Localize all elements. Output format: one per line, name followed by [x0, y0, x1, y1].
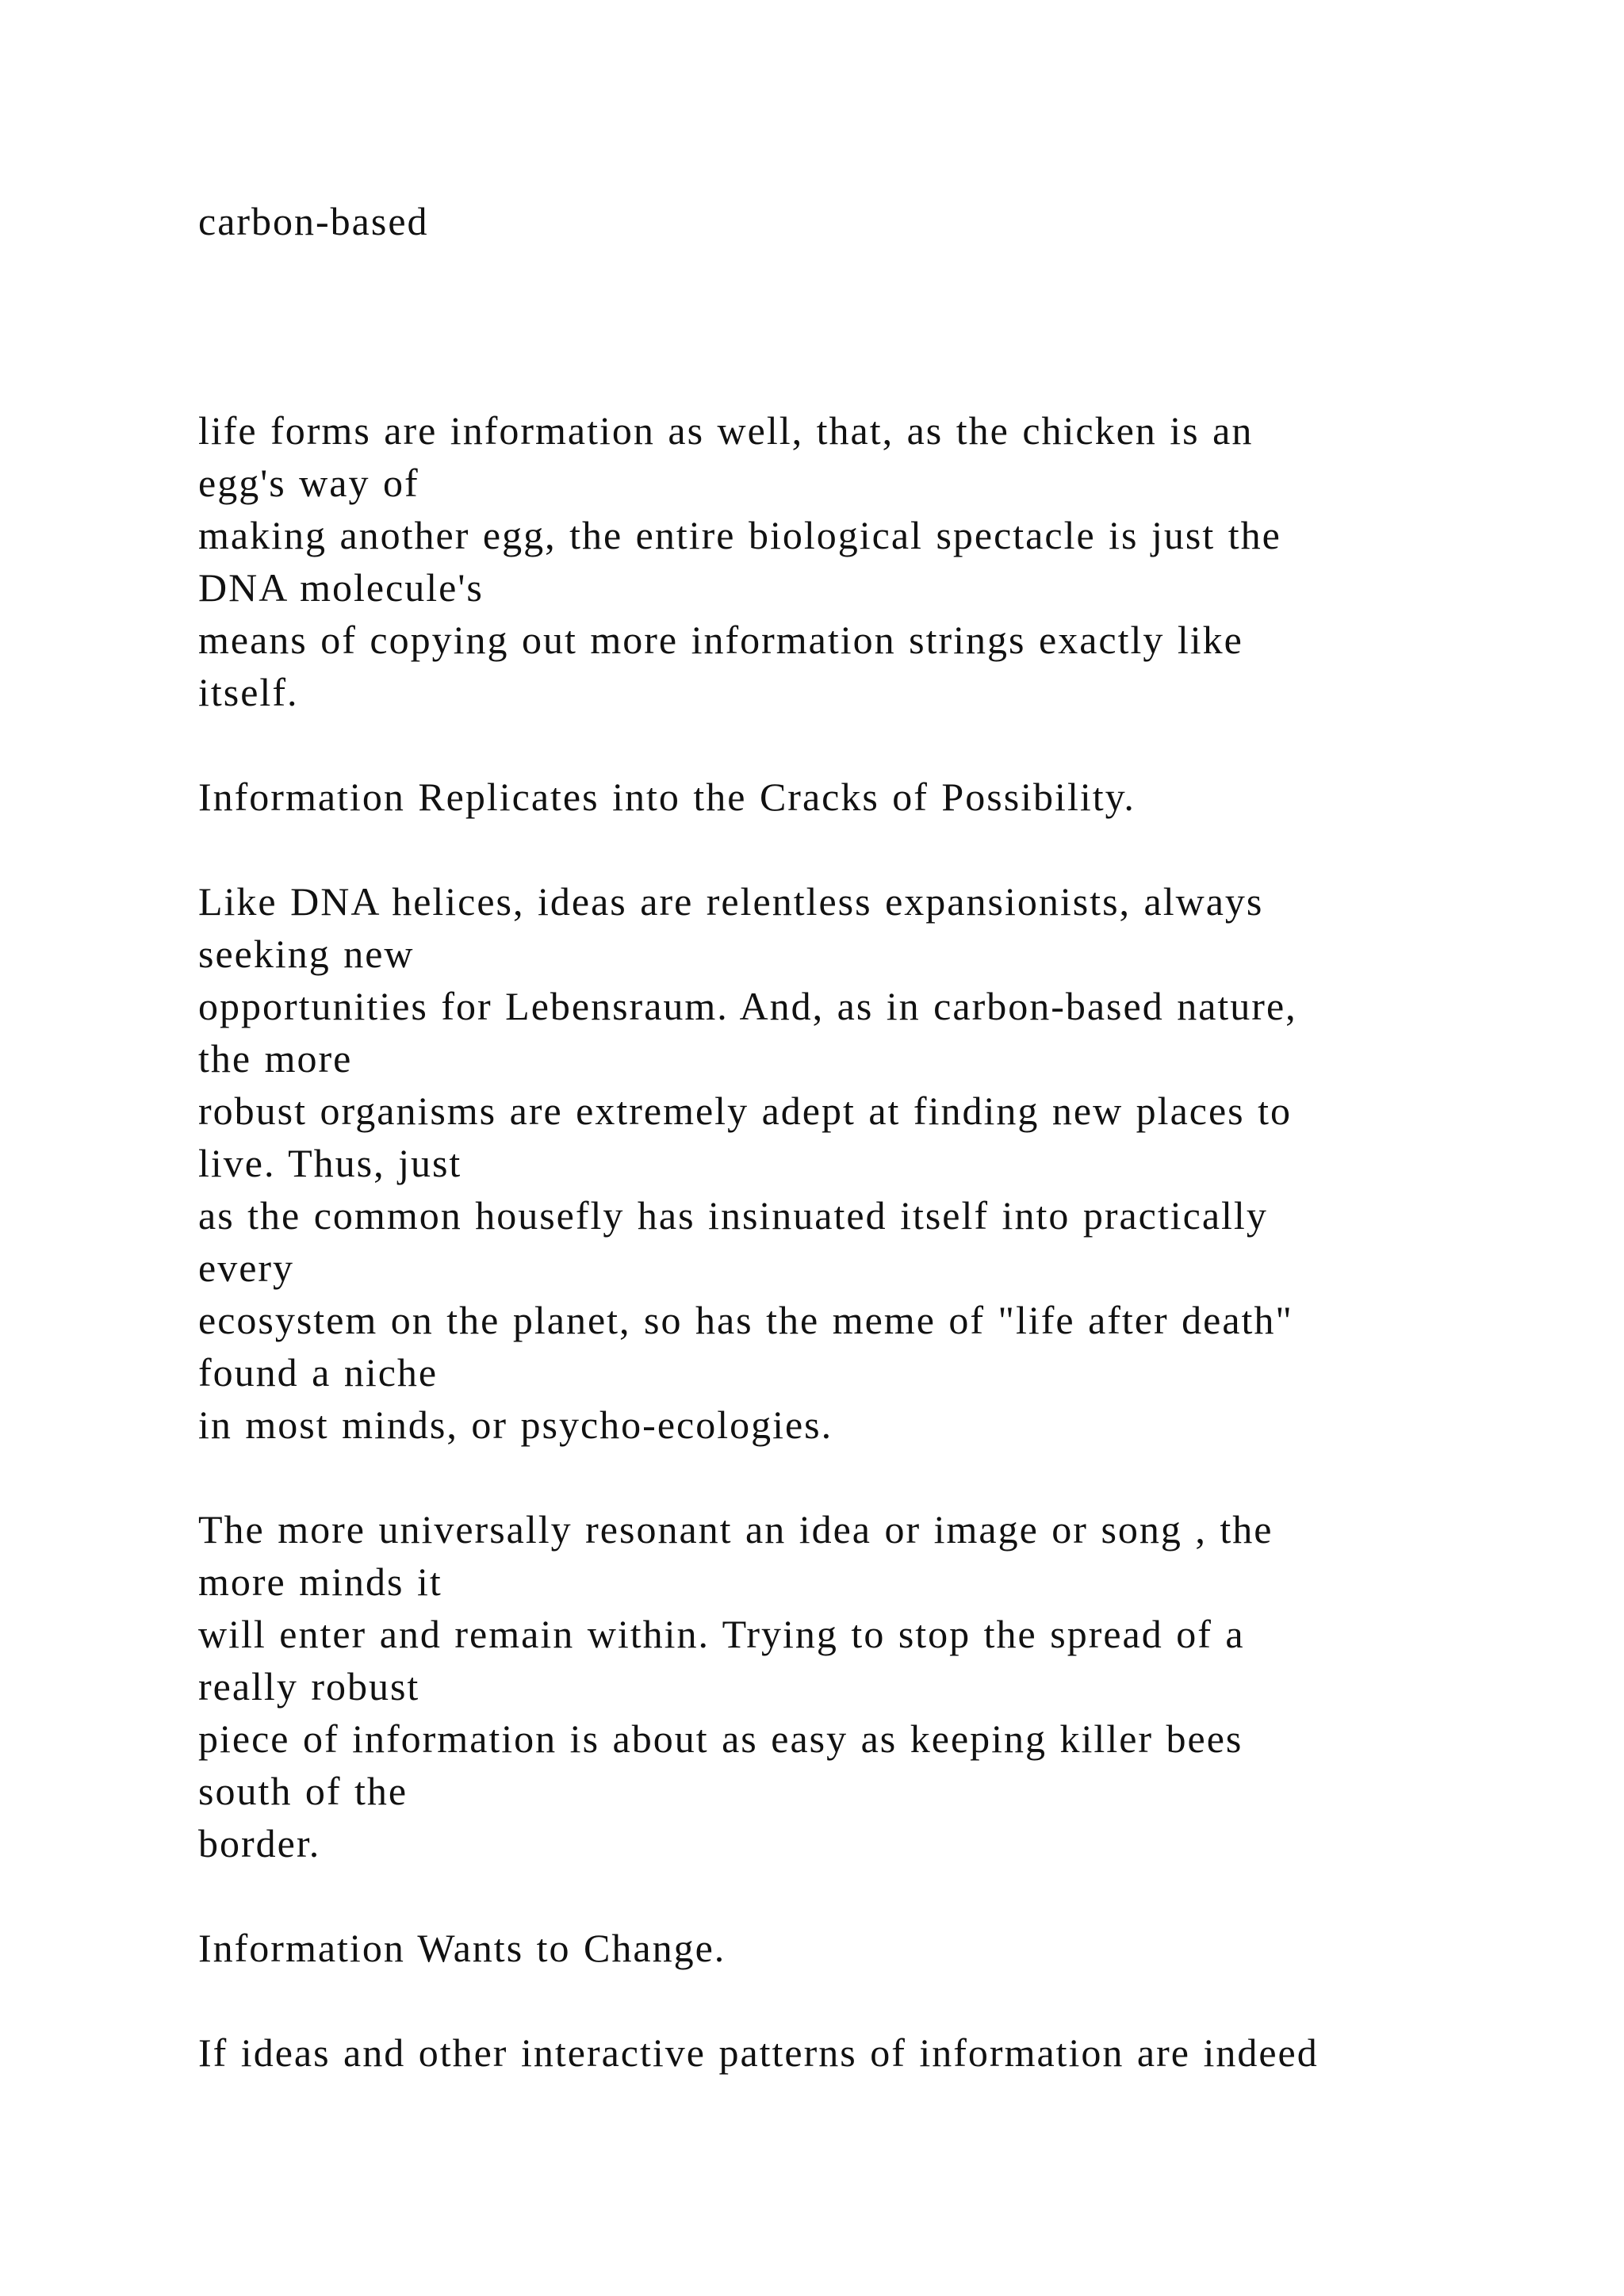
text-line: really robust	[198, 1664, 420, 1709]
text-line	[198, 1974, 1546, 2026]
section-heading: Information Replicates into the Cracks of Possibility.	[198, 775, 1136, 819]
text-line: Like DNA helices, ideas are relentless expansionists, always	[198, 879, 1264, 924]
text-line	[198, 247, 1546, 300]
text-line: itself.	[198, 670, 299, 714]
text-line: ecosystem on the planet, so has the meme of "life after death"	[198, 1298, 1293, 1342]
text-line: The more universally resonant an idea or image or song , the	[198, 1507, 1274, 1552]
text-line	[198, 718, 1546, 771]
text-line: DNA molecule's	[198, 565, 484, 610]
text-line: piece of information is about as easy as keeping killer bees	[198, 1716, 1243, 1761]
text-line: egg's way of	[198, 461, 419, 505]
text-line: robust organisms are extremely adept at finding new places to	[198, 1089, 1292, 1133]
text-line	[198, 1451, 1546, 1503]
text-line	[198, 1869, 1546, 1922]
text-line: in most minds, or psycho-ecologies.	[198, 1402, 833, 1447]
text-line: opportunities for Lebensraum. And, as in carbon-based nature,	[198, 984, 1297, 1028]
text-line: life forms are information as well, that, as the chicken is an	[198, 408, 1254, 453]
text-line: found a niche	[198, 1350, 439, 1395]
section-heading: Information Wants to Change.	[198, 1926, 726, 1970]
text-line: more minds it	[198, 1559, 442, 1604]
text-line: every	[198, 1246, 295, 1290]
text-line: carbon-based	[198, 199, 429, 243]
text-line	[198, 300, 1546, 352]
text-line: south of the	[198, 1769, 408, 1813]
text-line	[198, 352, 1546, 404]
text-line: means of copying out more information strings exactly like	[198, 618, 1243, 662]
text-line: the more	[198, 1036, 353, 1081]
text-line: border.	[198, 1821, 321, 1866]
text-line: making another egg, the entire biological spectacle is just the	[198, 513, 1281, 557]
text-line: If ideas and other interactive patterns of information are indeed	[198, 2030, 1319, 2075]
text-line: as the common housefly has insinuated itself into practically	[198, 1193, 1268, 1238]
text-line: will enter and remain within. Trying to stop the spread of a	[198, 1612, 1245, 1656]
text-line: seeking new	[198, 932, 415, 976]
text-line	[198, 823, 1546, 875]
text-line: live. Thus, just	[198, 1141, 462, 1185]
document-body	[198, 195, 1546, 2079]
